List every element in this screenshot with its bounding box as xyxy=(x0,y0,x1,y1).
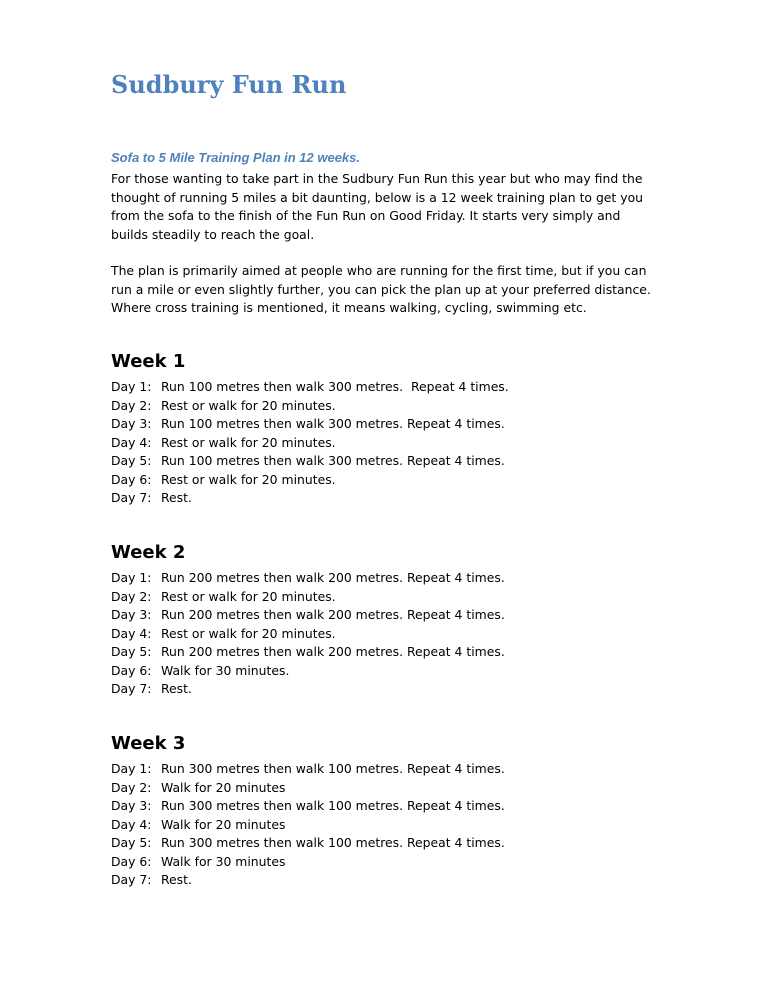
day-label: Day 3: xyxy=(111,607,152,622)
day-row xyxy=(111,397,509,416)
day-activity: Walk for 20 minutes xyxy=(161,816,286,832)
day-row xyxy=(111,779,505,798)
day-activity: Run 200 metres then walk 200 metres. Repeat 4 times. xyxy=(161,607,505,622)
day-row xyxy=(111,871,505,890)
week-schedule xyxy=(111,569,505,699)
day-label: Day 6: xyxy=(111,471,152,487)
day-activity: Run 300 metres then walk 100 metres. Repeat 4 times. xyxy=(161,798,505,813)
day-activity: Run 300 metres then walk 100 metres. Repeat 4 times. xyxy=(161,761,505,776)
day-row xyxy=(111,816,505,835)
day-activity: Walk for 30 minutes xyxy=(161,853,286,869)
day-label: Day 2: xyxy=(111,779,152,795)
day-label: Day 3: xyxy=(111,416,152,431)
week-schedule xyxy=(111,378,509,508)
day-row xyxy=(111,569,505,588)
day-row xyxy=(111,680,505,699)
day-activity: Walk for 30 minutes. xyxy=(161,662,290,678)
day-row xyxy=(111,797,505,816)
document-title: Sudbury Fun Run xyxy=(111,70,347,99)
day-row xyxy=(111,625,505,644)
day-activity: Rest. xyxy=(161,681,192,696)
day-label: Day 7: xyxy=(111,490,152,505)
day-label: Day 5: xyxy=(111,835,152,850)
day-activity: Run 100 metres then walk 300 metres. Repeat 4 times. xyxy=(161,416,505,431)
intro-paragraph: The plan is primarily aimed at people who are running for the first time, but if you can run a mile or even slightly further, you can pick the plan up at your preferred distance. Where cross training is mentioned, it means walking, cycling, swimming etc. xyxy=(111,263,651,316)
day-row xyxy=(111,489,509,508)
day-label: Day 1: xyxy=(111,379,152,394)
day-activity: Run 200 metres then walk 200 metres. Repeat 4 times. xyxy=(161,570,505,585)
day-activity: Rest. xyxy=(161,490,192,505)
day-label: Day 2: xyxy=(111,588,152,604)
week-heading: Week 3 xyxy=(111,733,186,754)
week-heading: Week 2 xyxy=(111,542,186,563)
day-activity: Rest. xyxy=(161,872,192,887)
day-activity: Walk for 20 minutes xyxy=(161,779,286,795)
day-label: Day 4: xyxy=(111,625,152,641)
day-label: Day 6: xyxy=(111,662,152,678)
day-row xyxy=(111,588,505,607)
day-label: Day 5: xyxy=(111,644,152,659)
day-activity: Rest or walk for 20 minutes. xyxy=(161,434,336,450)
day-row xyxy=(111,606,505,625)
day-activity: Run 100 metres then walk 300 metres. Repeat 4 times. xyxy=(161,453,505,468)
day-activity: Run 200 metres then walk 200 metres. Repeat 4 times. xyxy=(161,644,505,659)
day-row xyxy=(111,452,509,471)
day-activity: Rest or walk for 20 minutes. xyxy=(161,397,336,413)
day-label: Day 2: xyxy=(111,397,152,413)
week-schedule xyxy=(111,760,505,890)
day-label: Day 1: xyxy=(111,761,152,776)
day-activity: Rest or walk for 20 minutes. xyxy=(161,625,336,641)
day-label: Day 7: xyxy=(111,872,152,887)
week-heading: Week 1 xyxy=(111,351,186,372)
day-row xyxy=(111,643,505,662)
day-label: Day 4: xyxy=(111,816,152,832)
day-label: Day 1: xyxy=(111,570,152,585)
day-label: Day 7: xyxy=(111,681,152,696)
day-row xyxy=(111,662,505,681)
day-activity: Run 100 metres then walk 300 metres. Repeat 4 times. xyxy=(161,379,509,394)
day-label: Day 6: xyxy=(111,853,152,869)
document-subtitle: Sofa to 5 Mile Training Plan in 12 weeks. xyxy=(111,150,360,165)
day-label: Day 4: xyxy=(111,434,152,450)
day-row xyxy=(111,471,509,490)
day-activity: Rest or walk for 20 minutes. xyxy=(161,588,336,604)
day-label: Day 5: xyxy=(111,453,152,468)
day-row xyxy=(111,434,509,453)
day-row xyxy=(111,378,509,397)
day-row xyxy=(111,853,505,872)
day-row xyxy=(111,834,505,853)
day-label: Day 3: xyxy=(111,798,152,813)
day-row xyxy=(111,415,509,434)
intro-paragraph: For those wanting to take part in the Sudbury Fun Run this year but who may find the thought of running 5 miles a bit daunting, below is a 12 week training plan to get you from the sofa to the finish of the Fun Run on Good Friday. It starts very simply and builds steadily to reach the goal. xyxy=(111,171,643,242)
day-activity: Rest or walk for 20 minutes. xyxy=(161,471,336,487)
day-row xyxy=(111,760,505,779)
day-activity: Run 300 metres then walk 100 metres. Repeat 4 times. xyxy=(161,835,505,850)
